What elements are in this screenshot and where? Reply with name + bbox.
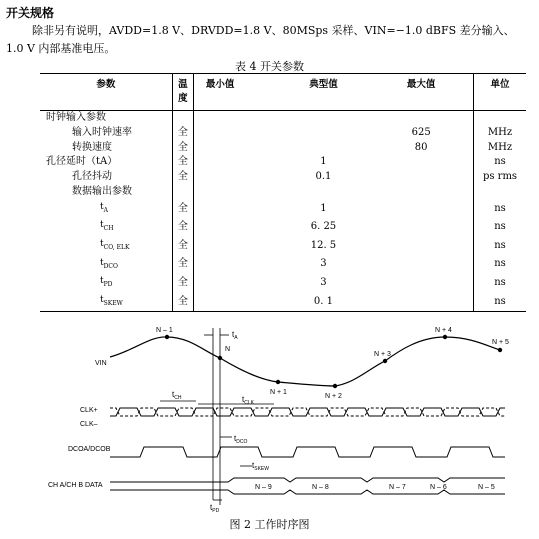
table-row [40,155,526,170]
typ-cell: 12. 5 [310,239,337,251]
signal-label-vin: VIN [95,360,107,367]
max-cell [369,274,473,293]
min-cell [193,218,277,237]
signal-label-data: CH A/CH B DATA [48,482,103,489]
data-word-label: N – 6 [430,484,447,491]
group-title: 数据输出参数 [72,185,132,197]
sample-label: N + 1 [270,389,287,396]
unit-cell: ns [474,237,526,256]
table-row [40,256,526,275]
temp-cell: 全 [172,200,193,219]
unit-cell: MHz [474,126,526,141]
header-typ: 典型值 [278,74,370,111]
max-cell [369,170,473,185]
sample-dot [276,380,280,384]
header-temp: 温度 [172,74,193,111]
typ-cell [278,126,370,141]
header-max: 最大值 [369,74,473,111]
param-cell: 输入时钟速率 [72,126,132,138]
sample-dot [498,348,502,352]
min-cell [193,155,277,170]
unit-cell: ns [474,274,526,293]
temp-cell: 全 [172,170,193,185]
typ-cell [278,141,370,156]
table-group-row [40,185,526,200]
param-cell: $t_{DCO}$ [100,257,118,270]
clk-plus-wave [110,408,505,416]
sample-dot [443,335,447,339]
param-cell: $t_A$ [100,201,108,214]
sample-label: N – 1 [156,327,173,334]
unit-cell: ns [474,293,526,312]
table-caption: 表 4 开关参数 [235,60,304,73]
max-cell: 80 [414,141,428,153]
max-cell [369,293,473,312]
sample-points [165,335,502,388]
max-cell [369,218,473,237]
temp-cell: 全 [172,218,193,237]
signal-label-dco: DCOA/DCOB [68,446,111,453]
header-min: 最小值 [193,74,277,111]
table-row [40,274,526,293]
typ-cell: 3 [320,277,327,289]
data-word-label: N – 9 [255,484,272,491]
tskew-label: $t_{SKEW}$ [252,461,269,472]
data-word-label: N – 7 [389,484,406,491]
switching-spec-table [40,73,526,312]
table-row [40,200,526,219]
min-cell [193,170,277,185]
unit-cell: MHz [474,141,526,156]
table-header-row [40,74,526,111]
header-unit: 单位 [474,74,526,111]
signal-label-clk-n: CLK– [80,421,98,428]
sample-dot [333,384,337,388]
table-row [40,141,526,156]
ta-label: $t_A$ [232,330,238,341]
max-cell [369,155,473,170]
param-cell: $t_{CH}$ [100,220,114,233]
param-cell: $t_{SKEW}$ [40,293,172,312]
temp-cell: 全 [172,126,193,141]
sample-label: N + 3 [374,351,391,358]
intro-paragraph: 除非另有说明，AVDD=1.8 V、DRVDD=1.8 V、80MSps 采样、VIN=−1.0 dBFS 差分输入、1.0 V 内部基准电压。 [6,24,515,55]
table-row [40,126,526,141]
max-cell [369,200,473,219]
typ-cell: 0.1 [315,171,332,183]
min-cell [193,293,277,312]
min-cell [193,237,277,256]
data-word-label: N – 8 [312,484,329,491]
dco-wave [110,447,505,457]
data-word-label: N – 5 [478,484,495,491]
section-heading: 开关规格 [6,6,55,20]
param-cell: 孔径抖动 [72,171,112,183]
table-group-row [40,111,526,126]
typ-cell: 6. 25 [310,221,337,233]
param-cell: 孔径延时（tA） [46,156,118,168]
temp-cell: 全 [172,141,193,156]
vin-waveform [110,337,500,386]
min-cell [193,200,277,219]
unit-cell: ns [474,218,526,237]
temp-cell: 全 [172,274,193,293]
data-bus-top [110,478,505,482]
sample-label: N [225,346,231,353]
sample-dot [165,335,169,339]
unit-cell: ns [474,200,526,219]
tdco-label: $t_{DCO}$ [234,434,248,445]
min-cell [193,141,277,156]
typ-cell: 3 [320,258,327,270]
temp-cell: 全 [172,155,193,170]
param-cell: 转换速度 [72,141,112,153]
table-row [40,218,526,237]
sample-label: N + 2 [325,393,342,400]
sample-label: N + 5 [492,339,509,346]
typ-cell: 1 [320,156,327,168]
sample-label: N + 4 [435,327,452,334]
param-cell: $t_{PD}$ [100,276,113,288]
typ-cell: 0. 1 [278,293,370,312]
tpd-label: $t_{PD}$ [210,503,220,514]
typ-cell: 1 [320,202,327,214]
table-row [40,170,526,185]
header-param: 参数 [40,74,172,111]
figure-caption: 图 2 工作时序图 [229,518,310,531]
table-row [40,237,526,256]
sample-dot [383,359,387,363]
max-cell [369,256,473,275]
unit-cell: ps rms [474,170,526,185]
temp-cell: 全 [172,237,193,256]
table-row [40,293,526,312]
param-cell: $t_{CO, ELK}$ [100,238,130,251]
group-title: 时钟输入参数 [46,112,106,123]
max-cell [369,237,473,256]
unit-cell: ns [474,155,526,170]
signal-label-clk-p: CLK+ [80,407,98,414]
timing-diagram [0,320,539,515]
tclk-label: $t_{CLK}$ [242,395,254,406]
min-cell [193,256,277,275]
min-cell [193,126,277,141]
unit-cell: ns [474,256,526,275]
temp-cell: 全 [172,256,193,275]
min-cell [193,274,277,293]
temp-cell: 全 [172,293,193,312]
tch-label: $t_{CH}$ [172,390,182,401]
max-cell: 625 [411,126,431,138]
